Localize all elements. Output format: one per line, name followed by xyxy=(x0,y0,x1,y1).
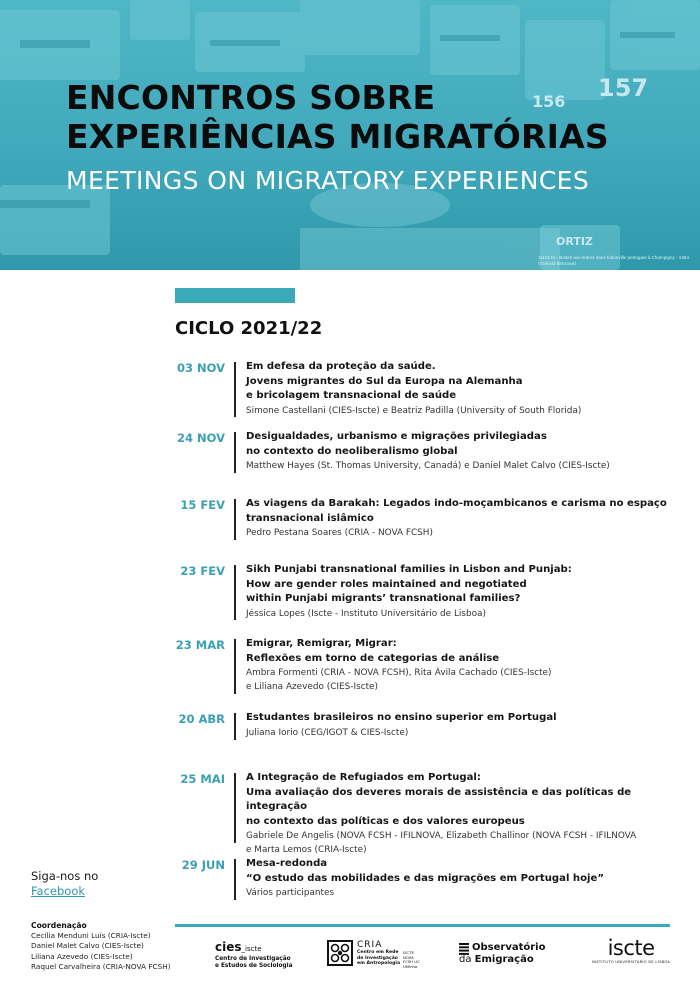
event-divider xyxy=(234,432,236,473)
cria-knot-icon xyxy=(327,940,353,966)
iscte-logo-main: iscte xyxy=(607,936,655,960)
event-date: 25 MAI xyxy=(180,772,225,786)
event-body xyxy=(246,771,686,857)
event-body xyxy=(246,563,686,621)
event-title-line: Emigrar, Remigrar, Migrar: xyxy=(246,638,397,649)
event-title-line: As viagens da Barakah: Legados indo-moçambicanos e carisma no espaço xyxy=(246,498,667,509)
coordination-title: Coordenação xyxy=(31,921,87,930)
observatorio-logo-main: Observatório xyxy=(472,942,546,953)
cria-logo-subtitle: Centro em Rede xyxy=(357,950,399,955)
event-body xyxy=(246,857,686,900)
event-title-line: Reflexões em torno de categorias de análise xyxy=(246,652,500,664)
cycle-title: CICLO 2021/22 xyxy=(175,318,323,339)
cies-logo-main: cies xyxy=(215,940,242,954)
event-date: 23 FEV xyxy=(180,564,225,578)
coordinator: Liliana Azevedo (CIES-Iscte) xyxy=(31,951,133,961)
title-line: ENCONTROS SOBRE xyxy=(66,78,436,117)
photo-credit xyxy=(538,255,698,266)
event-body xyxy=(246,711,686,740)
event-title-line: within Punjabi migrants’ transnational families? xyxy=(246,593,521,604)
accent-bar xyxy=(175,288,295,303)
observatorio-logo-prefix: da xyxy=(459,954,475,965)
cies-logo-suffix: _iscte xyxy=(241,945,262,953)
cria-logo xyxy=(327,940,420,969)
page-title xyxy=(66,78,609,156)
event-date: 20 ABR xyxy=(178,712,225,726)
coordination xyxy=(31,920,171,973)
iscte-logo xyxy=(592,936,670,964)
cria-logo-subtitle: de Investigação xyxy=(357,955,398,961)
coordinator: Daniel Malet Calvo (CIES-Iscte) xyxy=(31,941,144,951)
event-title-line: e bricolagem transnacional de saúde xyxy=(246,390,457,401)
event-body xyxy=(246,497,686,540)
cria-institutions: ISCTE NOVA FCSH UC UMinho xyxy=(403,950,420,969)
facebook-link[interactable]: Facebook xyxy=(31,884,86,898)
coordinator: Cecília Menduni Luís (CRIA-Iscte) xyxy=(31,931,151,940)
mailbox-number: 157 xyxy=(598,74,649,102)
event-speakers-line: Jéssica Lopes (Iscte - Instituto Universitário de Lisboa) xyxy=(246,608,486,619)
event-speakers-line: Matthew Hayes (St. Thomas University, Canadá) e Daniel Malet Calvo (CIES-Iscte) xyxy=(246,461,610,471)
event-body xyxy=(246,360,686,418)
event-speakers-line: Simone Castellani (CIES-Iscte) e Beatriz Padilla (University of South Florida) xyxy=(246,405,582,416)
event-date: 24 NOV xyxy=(177,431,225,445)
event-speakers-line: Gabriele De Angelis (NOVA FCSH - IFILNOVA, Elizabeth Challinor (NOVA FCSH - IFILNOVA xyxy=(246,831,637,841)
event-divider xyxy=(234,565,236,620)
photo-credit-line: ©Gérald Bloncourt xyxy=(538,260,576,266)
event-date: 15 FEV xyxy=(180,498,225,512)
event-title-line: Uma avaliação dos deveres morais de assistência e das políticas de integração xyxy=(246,786,632,812)
event-speakers-line: Vários participantes xyxy=(246,888,335,898)
page-subtitle: MEETINGS ON MIGRATORY EXPERIENCES xyxy=(66,166,590,195)
title-line: EXPERIÊNCIAS MIGRATÓRIAS xyxy=(66,117,609,156)
event-speakers-line: e Liliana Azevedo (CIES-Iscte) xyxy=(246,682,378,692)
follow-us xyxy=(31,869,98,899)
event-speakers-line: Pedro Pestana Soares (CRIA - NOVA FCSH) xyxy=(246,528,433,538)
event-divider xyxy=(234,713,236,740)
event-divider xyxy=(234,639,236,694)
mailbox-number: 156 xyxy=(532,92,566,111)
event-speakers-line: e Marta Lemos (CRIA-Iscte) xyxy=(246,845,367,855)
event-title-line: no contexto do neoliberalismo global xyxy=(246,445,458,457)
coordinator: Raquel Carvalheira (CRIA-NOVA FCSH) xyxy=(31,962,171,972)
follow-label: Siga-nos no xyxy=(31,869,99,883)
cies-logo-subtitle: Centro de Investigação xyxy=(215,956,291,962)
event-title-line: Sikh Punjabi transnational families in Lisbon and Punjab: xyxy=(246,564,572,575)
mailbox-number: ORTIZ xyxy=(556,235,593,248)
event-title-line: transnacional islâmico xyxy=(246,512,374,524)
iscte-logo-subtitle: INSTITUTO UNIVERSITÁRIO DE LISBOA xyxy=(592,960,671,964)
observatorio-logo xyxy=(459,942,545,966)
event-divider xyxy=(234,362,236,417)
event-title-line: Estudantes brasileiros no ensino superior em Portugal xyxy=(246,712,557,723)
event-title-line: no contexto das políticas e dos valores europeus xyxy=(246,815,525,827)
event-speakers-line: Juliana Iorio (CEG/IGOT & CIES-Iscte) xyxy=(246,727,409,738)
cria-logo-subtitle: em Antropologia xyxy=(357,961,401,966)
event-date: 23 MAR xyxy=(175,638,225,652)
event-title-line: Jovens migrantes do Sul da Europa na Alemanha xyxy=(246,375,523,387)
event-date: 03 NOV xyxy=(177,361,225,375)
cies-logo xyxy=(215,940,293,970)
event-title-line: A Integração de Refugiados em Portugal: xyxy=(246,772,481,783)
event-divider xyxy=(234,499,236,540)
event-body xyxy=(246,637,686,694)
event-title-line: Desigualdades, urbanismo e migrações privilegiadas xyxy=(246,431,547,442)
event-speakers-line: Ambra Formenti (CRIA - NOVA FCSH), Rita Ávila Cachado (CIES-Iscte) xyxy=(246,668,552,678)
cria-logo-main: CRIA xyxy=(357,940,383,950)
photo-credit-line: 111017a - Boites aux lettres dans bidonville portugais à Champigny - 1964 xyxy=(538,255,690,260)
event-title-line: Em defesa da proteção da saúde. xyxy=(246,361,436,372)
hero-banner xyxy=(0,0,700,270)
event-title-line: Mesa-redonda xyxy=(246,858,328,869)
footer-divider xyxy=(175,924,670,927)
event-divider xyxy=(234,859,236,900)
event-title-line: How are gender roles maintained and negotiated xyxy=(246,578,527,590)
event-divider xyxy=(234,773,236,843)
observatorio-logo-emphasis: Emigração xyxy=(474,954,534,965)
cies-logo-subtitle: e Estudos de Sociologia xyxy=(215,963,293,969)
event-date: 29 JUN xyxy=(181,858,225,872)
event-body xyxy=(246,430,686,473)
event-title-line: “O estudo das mobilidades e das migrações em Portugal hoje” xyxy=(246,872,604,884)
